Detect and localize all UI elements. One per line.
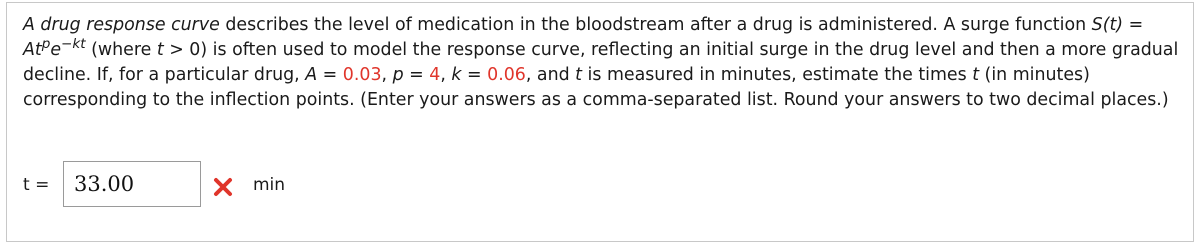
function-lhs: S(t) = At	[23, 15, 1144, 60]
answer-label: t =	[23, 175, 50, 195]
intro-term: A drug response curve	[23, 15, 220, 35]
question-text: A drug response curve describes the level of medication in the bloodstream after a drug is administered. A surge function $S(t) = At^pe^{-kt}$ (where t > 0) is often used to model the response curve, reflecting an initial surge in the drug level and then a more gradual decline. If, for a particular drug, A = 0.03, p = 4, k = 0.06, and t is measured in minutes, estimate the times t (in minutes) corresponding to the inflection points. (Enter your answers as a comma-separated list. Round your answers to two decimal places.)	[23, 15, 1179, 110]
exponent-p: p	[41, 36, 51, 53]
value-p: 4	[429, 65, 441, 85]
question-panel	[6, 2, 1194, 242]
x-mark-icon	[211, 175, 235, 199]
answer-row	[23, 161, 423, 209]
unit-label: min	[253, 175, 286, 195]
value-k: 0.06	[487, 65, 526, 85]
value-A: 0.03	[342, 65, 382, 85]
exponent-kt: −kt	[61, 36, 86, 53]
answer-input[interactable]: 33.00	[63, 161, 201, 207]
